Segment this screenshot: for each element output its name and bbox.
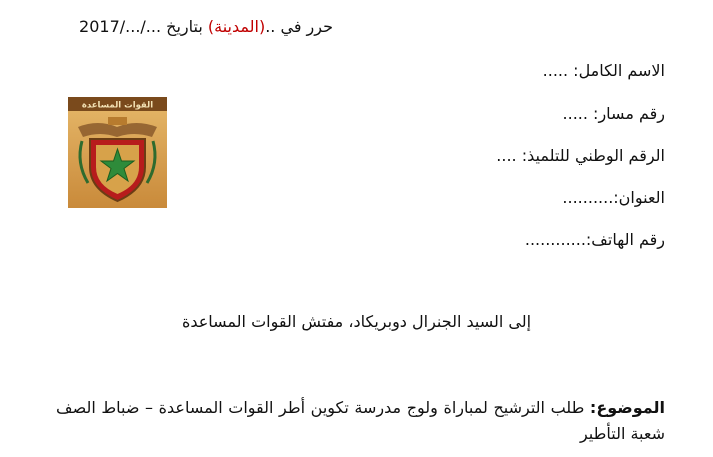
auxiliary-forces-emblem bbox=[68, 97, 167, 208]
svg-text:القوات المساعدة: القوات المساعدة bbox=[81, 100, 154, 111]
date-prefix: حرر في .. bbox=[265, 17, 333, 36]
subject-label: الموضوع: bbox=[589, 398, 665, 417]
city-placeholder: (المدينة) bbox=[207, 17, 266, 36]
field-national-student-id: الرقم الوطني للتلميذ: .... bbox=[496, 146, 665, 165]
subject-paragraph bbox=[56, 395, 665, 447]
subject-text: طلب الترشيح لمباراة ولوج مدرسة تكوين أطر القوات المساعدة – ضباط الصف شعبة التأطير bbox=[56, 398, 665, 443]
field-phone: رقم الهاتف:............ bbox=[524, 230, 665, 249]
field-address: العنوان:.......... bbox=[562, 188, 665, 207]
date-line bbox=[79, 17, 333, 36]
field-full-name: الاسم الكامل: ..... bbox=[542, 61, 665, 80]
date-text: بتاريخ .../.../2017 bbox=[79, 17, 208, 36]
addressee-line: إلى السيد الجنرال دوبريكاد، مفتش القوات المساعدة bbox=[181, 312, 532, 331]
field-massar-number: رقم مسار: ..... bbox=[562, 104, 665, 123]
